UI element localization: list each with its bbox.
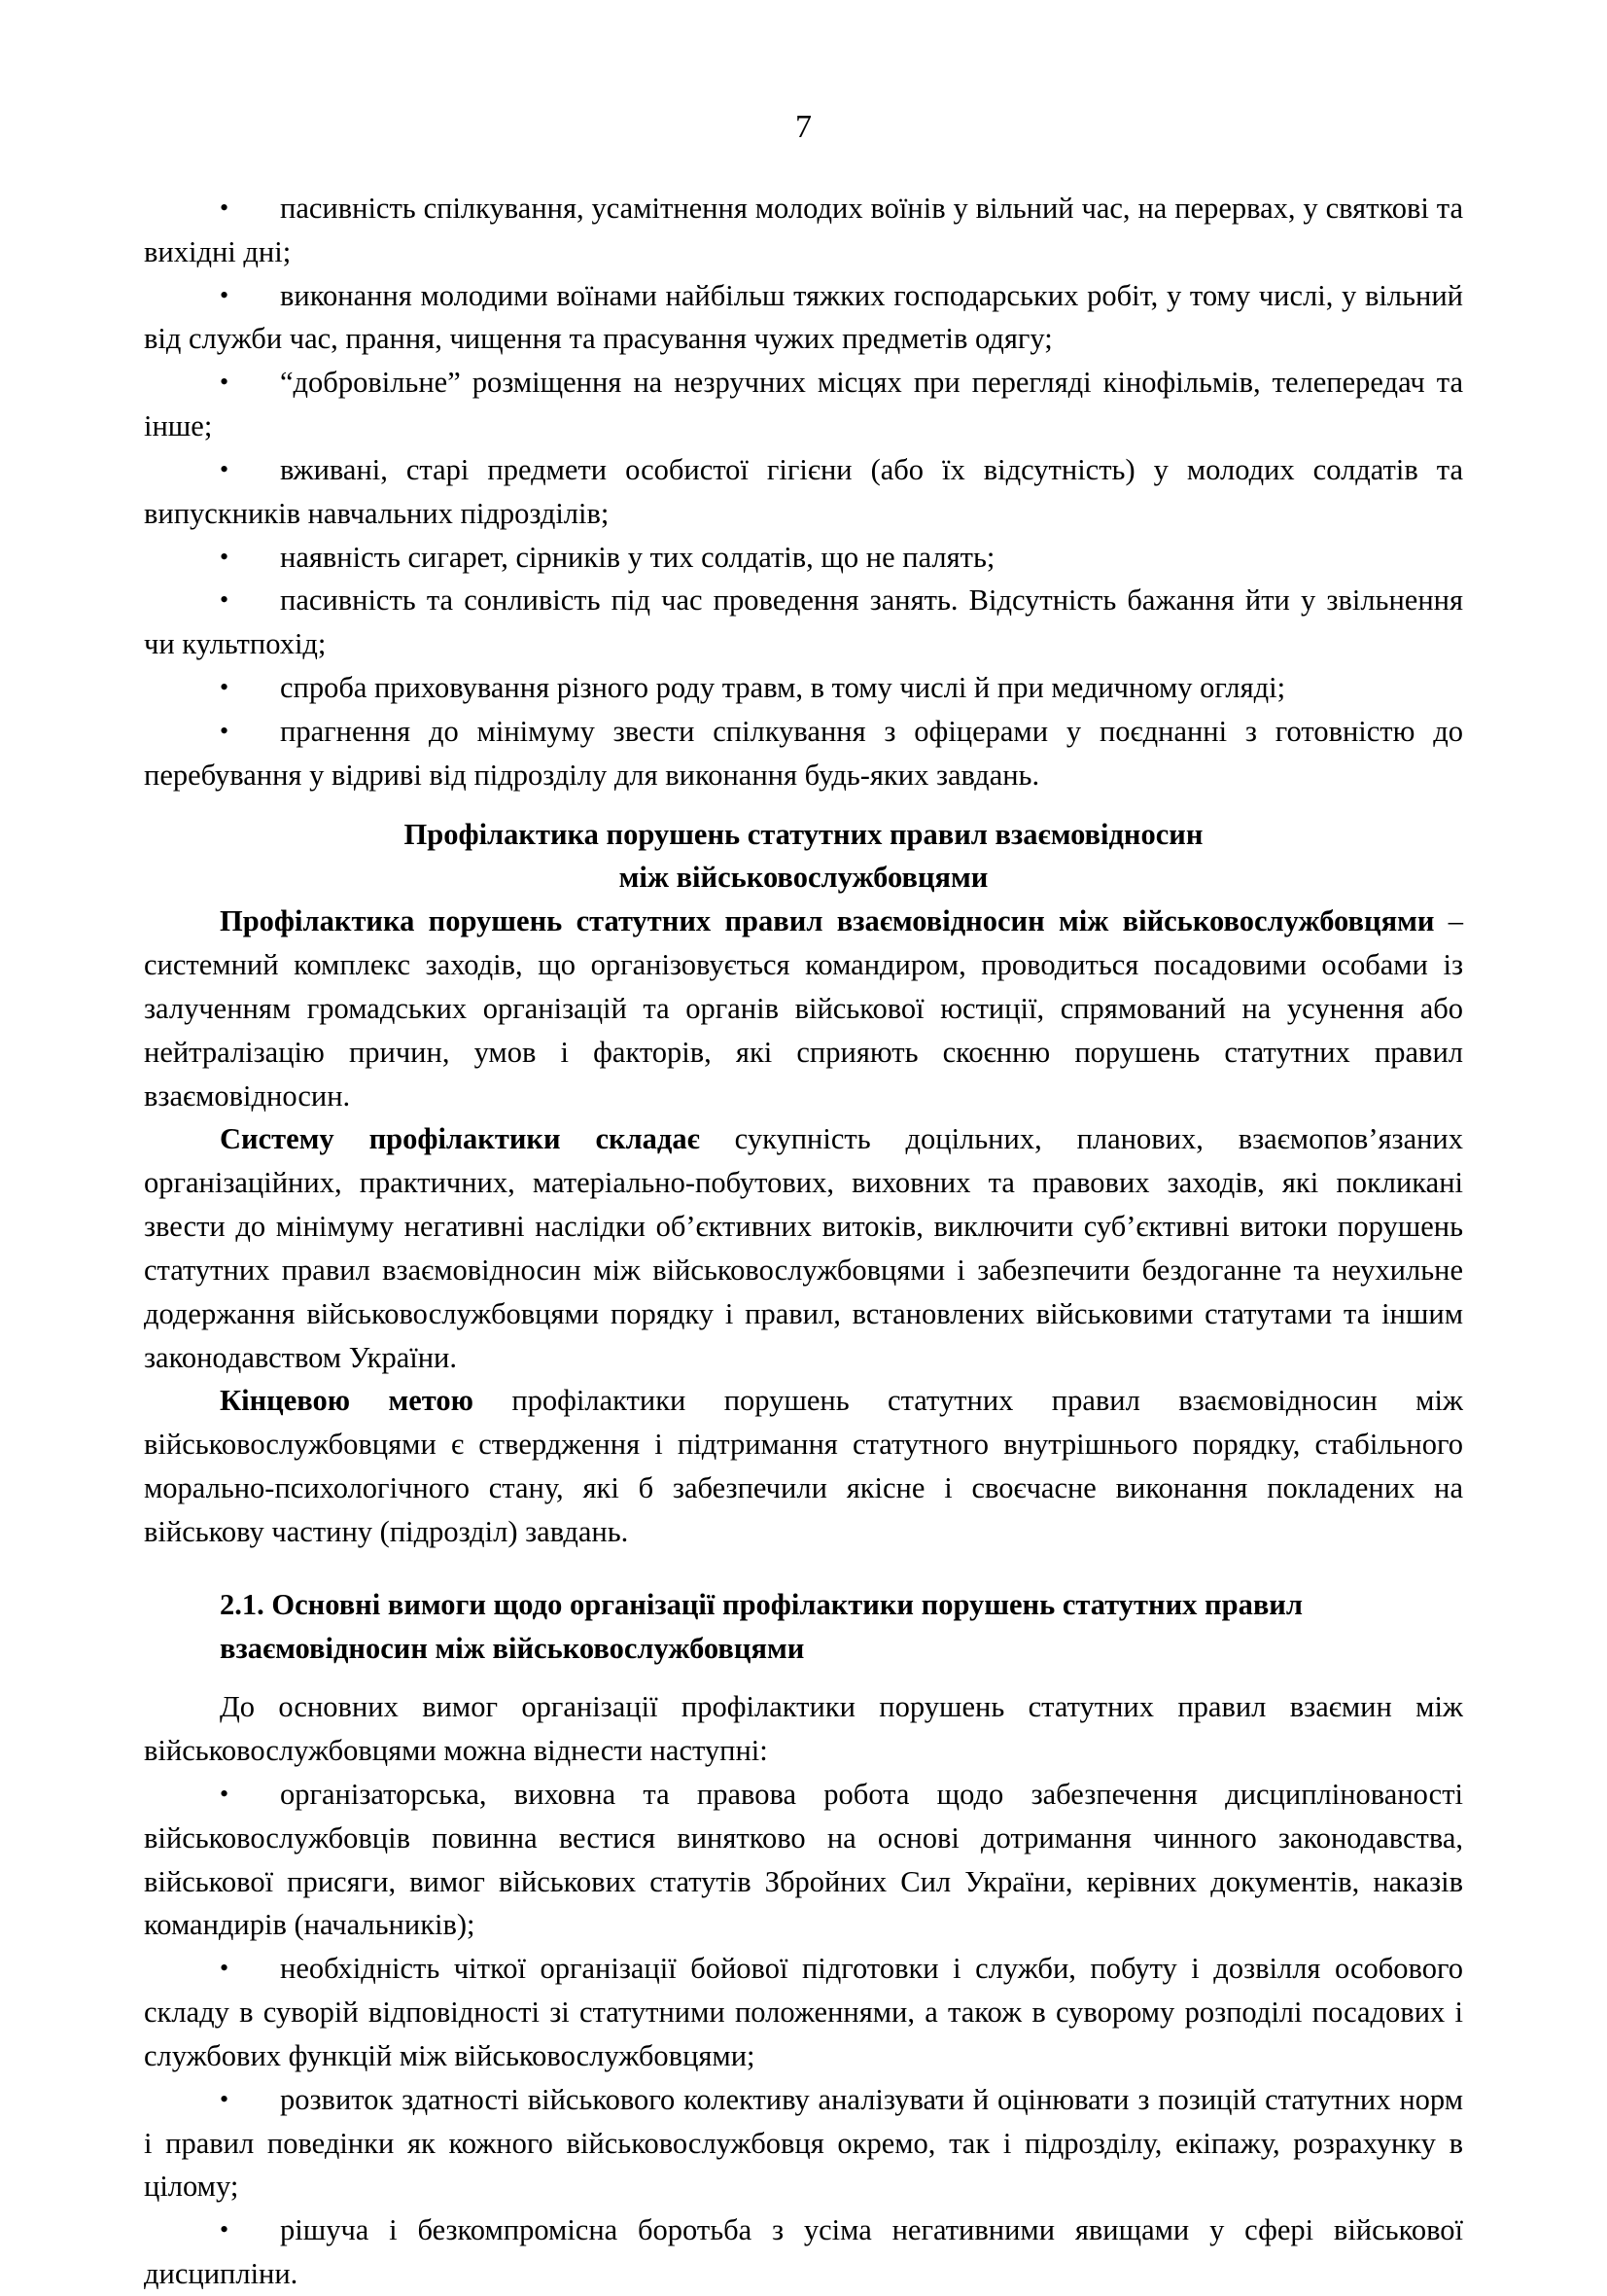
list-item [144,710,1463,797]
bullet-icon [144,666,280,710]
subsection-heading-line-1: 2.1. Основні вимоги щодо організації профілактики порушень статутних правил [220,1587,1303,1621]
bullet-icon [144,448,280,492]
spacer [144,1554,1463,1583]
list-item-text: рішуча і безкомпромісна боротьба з усіма негативними явищами у сфері військової дисципліни. [144,2213,1463,2291]
list-item-text: розвиток здатності військового колективу аналізувати й оцінювати з позицій статутних норм і правил поведінки як кожного військовослужбовця окремо, так і підрозділу, екіпажу, розрахунку в цілому; [144,2082,1463,2204]
bullet-icon [144,710,280,754]
paragraph-system [144,1117,1463,1379]
spacer [144,797,1463,813]
requirements-bullet-list [144,1773,1463,2296]
list-item-text: пасивність та сонливість під час проведення занять. Відсутність бажання йти у звільнення чи культпохід; [144,583,1463,661]
bullet-icon [144,1947,280,1991]
paragraph-lead-bold: Профілактика порушень статутних правил взаємовідносин між військовослужбовцями [220,904,1435,938]
bullet-icon [144,536,280,580]
list-item-text: вживані, старі предмети особистої гігієни (або їх відсутність) у молодих солдатів та випускників навчальних підрозділів; [144,452,1463,530]
subsection-heading-line-2: взаємовідносин між військовослужбовцями [220,1631,805,1665]
list-item-text: виконання молодими воїнами найбільш тяжких господарських робіт, у тому числі, у вільний від служби час, прання, чищення та прасування чужих предметів одягу; [144,278,1463,356]
paragraph-body: сукупність доцільних, планових, взаємопов’язаних організаційних, практичних, матеріально-побутових, виховних та правових заходів, які покликані звести до мінімуму негативні наслідки об’єктивних витоків, виключити суб’єктивні витоки порушень статутних правил взаємовідносин між військовослужбовцями і забезпечити бездоганне та неухильне додержання військовослужбовцями порядку і правил, встановлених військовими статутами та іншим законодавством України. [144,1122,1463,1374]
list-item [144,448,1463,536]
intro-bullet-list [144,187,1463,797]
bullet-icon [144,2078,280,2122]
list-item [144,2078,1463,2208]
list-item [144,361,1463,448]
list-item-text: спроба приховування різного роду травм, в тому числі й при медичному огляді; [280,671,1286,705]
paragraph-lead-bold: Кінцевою метою [220,1384,473,1418]
list-item-text: необхідність чіткої організації бойової підготовки і служби, побуту і дозвілля особового складу в суворій відповідності зі статутними положеннями, а також в суворому розподілі посадових і службових функцій між військовослужбовцями; [144,1952,1463,2072]
list-item [144,579,1463,666]
section-heading-line-1: Профілактика порушень статутних правил взаємовідносин [403,817,1204,851]
bullet-icon [144,361,280,405]
list-item-text: організаторська, виховна та правова робота щодо забезпечення дисциплінованості військовослужбовців повинна вестися винятково на основі дотримання чинного законодавства, військової присяги, вимог військових статутів Збройних Сил України, керівних документів, наказів командирів (начальників); [144,1777,1463,1942]
section-heading-line-2: між військовослужбовцями [618,861,989,895]
bullet-icon [144,187,280,230]
list-item-text: пасивність спілкування, усамітнення молодих воїнів у вільний час, на перервах, у святкові та вихідні дні; [144,192,1463,268]
bullet-icon [144,274,280,318]
list-item [144,1773,1463,1947]
list-item [144,666,1463,710]
bullet-icon [144,579,280,622]
paragraph-lead-bold: Систему профілактики складає [220,1122,700,1156]
bullet-icon [144,1773,280,1817]
list-item-text: “добровільне” розміщення на незручних місцях при перегляді кінофільмів, телепередач та інше; [144,366,1463,443]
bullet-icon [144,2208,280,2252]
list-item [144,2208,1463,2296]
list-item-text: наявність сигарет, сірників у тих солдатів, що не палять; [280,540,996,574]
list-item [144,536,1463,580]
list-item-text: прагнення до мінімуму звести спілкування з офіцерами у поєднанні з готовністю до перебування у відриві від підрозділу для виконання будь-яких завдань. [144,714,1463,792]
page-number: 7 [795,109,812,145]
list-item [144,1947,1463,2077]
list-item [144,274,1463,362]
paragraph-body: профілактики порушень статутних правил взаємовідносин між військовослужбовцями є ствердження і підтримання статутного внутрішнього порядку, стабільного морально-психологічного стану, які б забезпечили якісне і своєчасне виконання покладених на військову частину (підрозділ) завдань. [144,1384,1463,1548]
list-item [144,187,1463,274]
page-content [144,187,1463,2296]
subsection-intro-paragraph: До основних вимог організації профілактики порушень статутних правил взаємин між військовослужбовцями можна віднести наступні: [144,1690,1463,1768]
spacer [144,1670,1463,1685]
paragraph-definition [144,900,1463,1117]
paragraph-body: – системний комплекс заходів, що організовується командиром, проводиться посадовими особами із залученням громадських організацій та органів військової юстиції, спрямований на усунення або нейтралізацію причин, умов і факторів, які сприяють скоєнню порушень статутних правил взаємовідносин. [144,904,1463,1113]
paragraph-final-goal [144,1379,1463,1553]
